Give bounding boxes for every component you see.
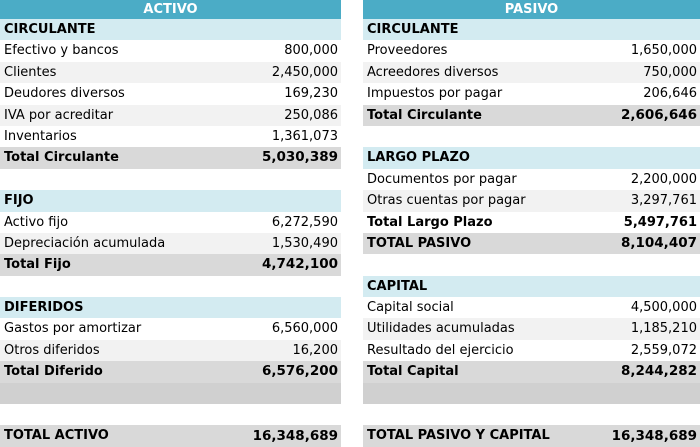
section-header-row (363, 147, 700, 168)
table-row (0, 40, 341, 61)
row-label: Impuestos por pagar (367, 86, 503, 102)
row-label: FIJO (4, 193, 34, 209)
row-value: 6,560,000 (271, 321, 338, 337)
row-label: Total Largo Plazo (367, 214, 493, 230)
row-value: 4,742,100 (261, 256, 338, 273)
row-value: 1,530,490 (271, 235, 338, 251)
row-label: Total Fijo (4, 257, 71, 273)
total-row (0, 425, 341, 447)
row-label: CIRCULANTE (4, 22, 96, 37)
row-label: Total Capital (367, 364, 459, 380)
row-label: Otros diferidos (4, 342, 100, 358)
table-row (0, 212, 341, 233)
table-row (363, 190, 700, 211)
row-value: 169,230 (284, 86, 338, 102)
total-row (363, 105, 700, 126)
row-label: TOTAL PASIVO (367, 235, 472, 251)
row-label: Clientes (4, 64, 57, 80)
total-row (0, 147, 341, 168)
table-row (363, 126, 700, 147)
table-row (363, 254, 700, 275)
row-value: 8,104,407 (620, 234, 697, 251)
row-label: Documentos por pagar (367, 171, 517, 187)
table-row (0, 169, 341, 190)
total-row (363, 233, 700, 254)
row-value: 2,606,646 (620, 106, 697, 123)
table-row (0, 62, 341, 83)
row-label: LARGO PLAZO (367, 150, 470, 166)
section-header-row (0, 190, 341, 211)
activo-rows (0, 19, 341, 447)
table-row (363, 318, 700, 339)
row-label: DIFERIDOS (4, 300, 84, 316)
row-label: Deudores diversos (4, 86, 125, 102)
table-row (0, 126, 341, 147)
row-value: 800,000 (284, 43, 338, 59)
row-value: 1,361,073 (271, 128, 338, 144)
row-value: 2,200,000 (630, 171, 697, 187)
row-value: 6,272,590 (271, 214, 338, 230)
row-label: TOTAL PASIVO Y CAPITAL (367, 428, 550, 444)
pasivo-header: PASIVO (363, 0, 700, 19)
total-row (0, 361, 341, 382)
row-label: CAPITAL (367, 278, 428, 294)
pasivo-column (363, 0, 700, 447)
row-value: 206,646 (643, 86, 697, 102)
table-row (0, 383, 341, 404)
row-label: IVA por acreditar (4, 107, 114, 123)
row-label: Activo fijo (4, 214, 69, 230)
row-value: 5,497,761 (623, 214, 697, 230)
row-value: 1,650,000 (630, 43, 697, 59)
row-label: Resultado del ejercicio (367, 342, 514, 358)
row-value: 16,348,689 (252, 428, 338, 445)
total-row (0, 254, 341, 275)
table-row (0, 404, 341, 425)
table-row (0, 318, 341, 339)
activo-column (0, 0, 341, 447)
row-label: Otras cuentas por pagar (367, 193, 526, 209)
row-value: 16,348,689 (611, 428, 697, 445)
table-row (363, 83, 700, 104)
row-label: Total Circulante (367, 107, 482, 123)
row-label: Total Diferido (4, 364, 103, 380)
row-label: Proveedores (367, 43, 448, 59)
row-value: 250,086 (284, 107, 338, 123)
row-label: Acreedores diversos (367, 64, 499, 80)
row-label: Gastos por amortizar (4, 321, 142, 337)
row-value: 5,030,389 (261, 149, 338, 166)
section-header-row (363, 276, 700, 297)
table-row (0, 276, 341, 297)
row-label: Efectivo y bancos (4, 43, 119, 59)
row-value: 3,297,761 (630, 193, 697, 209)
row-label: Depreciación acumulada (4, 235, 166, 251)
row-label: Inventarios (4, 128, 77, 144)
table-row (363, 212, 700, 233)
table-row (363, 404, 700, 425)
section-header-row (0, 297, 341, 318)
table-row (363, 297, 700, 318)
section-header-row (0, 19, 341, 40)
table-row (0, 340, 341, 361)
table-row (0, 83, 341, 104)
table-row (363, 40, 700, 61)
table-row (0, 105, 341, 126)
table-row (363, 62, 700, 83)
row-label: Utilidades acumuladas (367, 321, 515, 337)
pasivo-rows (363, 19, 700, 447)
row-value: 2,450,000 (271, 64, 338, 80)
row-label: Capital social (367, 300, 454, 316)
row-value: 1,185,210 (630, 321, 697, 337)
table-row (363, 340, 700, 361)
row-value: 4,500,000 (630, 300, 697, 316)
total-row (363, 361, 700, 382)
row-value: 16,200 (292, 342, 338, 358)
activo-header: ACTIVO (0, 0, 341, 19)
row-label: CIRCULANTE (367, 22, 459, 37)
row-label: Total Circulante (4, 150, 119, 166)
table-row (363, 383, 700, 404)
row-value: 2,559,072 (630, 342, 697, 358)
section-header-row (363, 19, 700, 40)
table-row (363, 169, 700, 190)
row-label: TOTAL ACTIVO (4, 428, 109, 444)
total-row (363, 425, 700, 447)
row-value: 8,244,282 (620, 363, 697, 380)
row-value: 6,576,200 (261, 363, 338, 380)
table-row (0, 233, 341, 254)
row-value: 750,000 (643, 64, 697, 80)
